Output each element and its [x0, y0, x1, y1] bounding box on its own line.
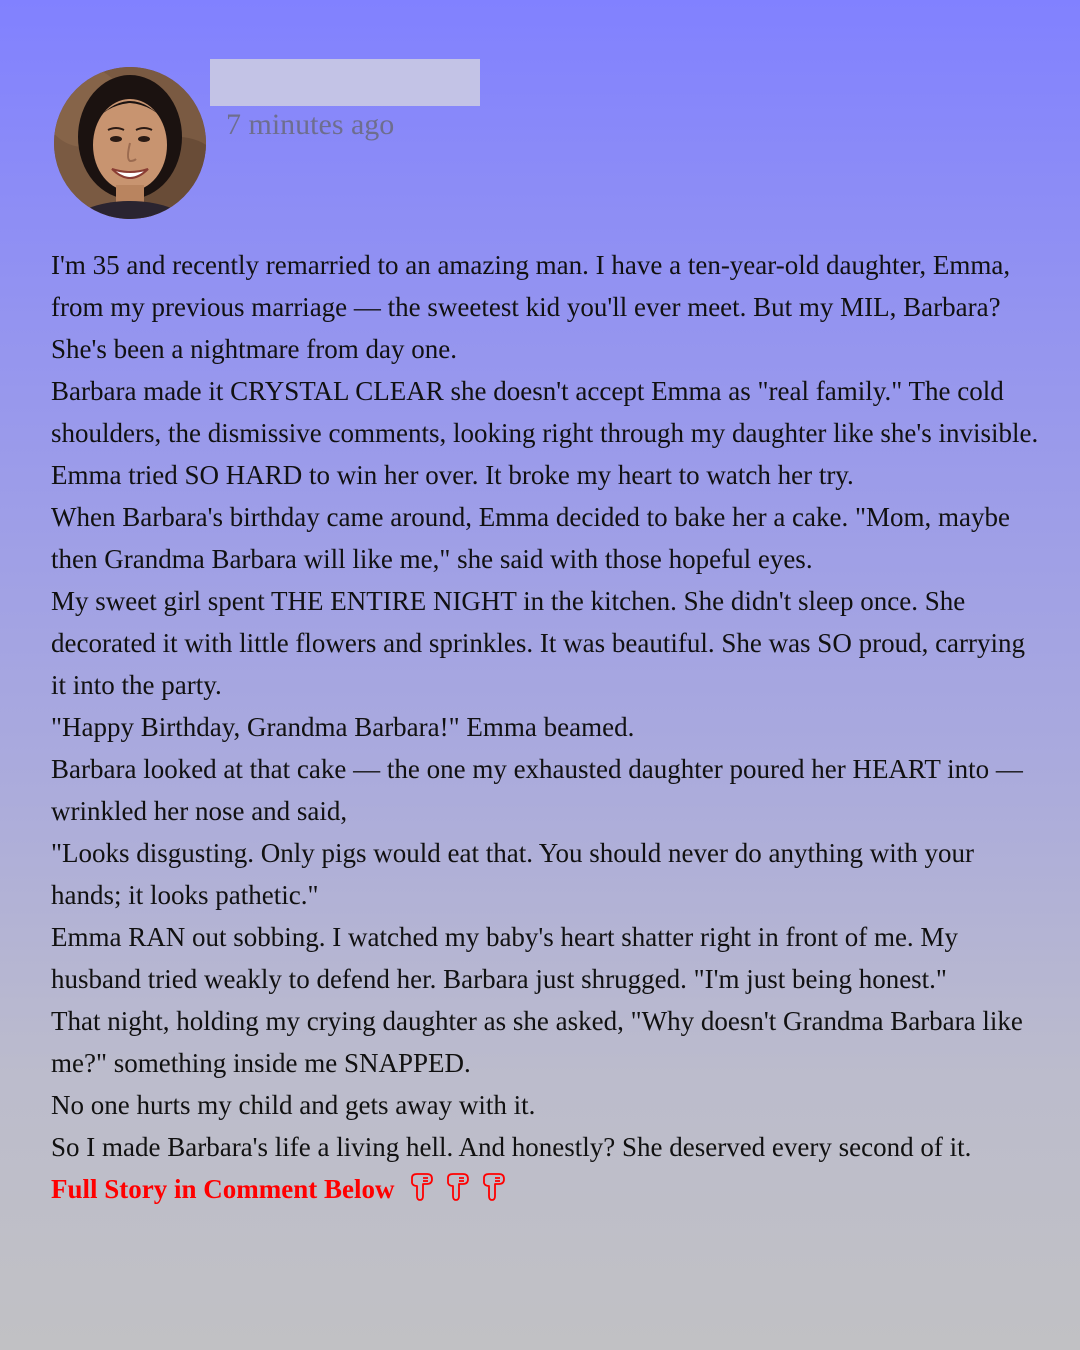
- cta-line: [51, 1168, 1041, 1210]
- story-paragraph: Barbara made it CRYSTAL CLEAR she doesn't accept Emma as "real family." The cold shoulders, the dismissive comments, looking right through my daughter like she's invisible. Emma tried SO HARD to win her over. It broke my heart to watch her try.: [51, 376, 1039, 490]
- post-timestamp[interactable]: 7 minutes ago: [226, 108, 395, 141]
- story-paragraph: "Looks disgusting. Only pigs would eat that. You should never do anything with your hands; it looks pathetic.": [51, 838, 974, 910]
- post-body: [51, 244, 1041, 1210]
- avatar[interactable]: [54, 67, 206, 219]
- story-paragraph: Barbara looked at that cake — the one my exhausted daughter poured her HEART into — wrinkled her nose and said,: [51, 754, 1023, 826]
- story-paragraph: When Barbara's birthday came around, Emma decided to bake her a cake. "Mom, maybe then Grandma Barbara will like me," she said with those hopeful eyes.: [51, 502, 1011, 574]
- hand-pointing-down-icon: [443, 1172, 473, 1202]
- story-paragraph: I'm 35 and recently remarried to an amazing man. I have a ten-year-old daughter, Emma, from my previous marriage — the sweetest kid you'll ever meet. But my MIL, Barbara? She's been a nightmare from day one.: [51, 250, 1011, 364]
- story-paragraph: No one hurts my child and gets away with it.: [51, 1090, 536, 1120]
- hand-pointing-down-icon: [479, 1172, 509, 1202]
- story-paragraph: That night, holding my crying daughter as she asked, "Why doesn't Grandma Barbara like me?" something inside me SNAPPED.: [51, 1006, 1023, 1078]
- hand-pointing-down-icon: [407, 1172, 437, 1202]
- cta-text[interactable]: Full Story in Comment Below: [51, 1174, 395, 1204]
- author-name-redacted[interactable]: [210, 59, 480, 106]
- story-paragraph: My sweet girl spent THE ENTIRE NIGHT in the kitchen. She didn't sleep once. She decorated it with little flowers and sprinkles. It was beautiful. She was SO proud, carrying it into the party.: [51, 586, 1026, 700]
- story-paragraph: Emma RAN out sobbing. I watched my baby's heart shatter right in front of me. My husband tried weakly to defend her. Barbara just shrugged. "I'm just being honest.": [51, 922, 958, 994]
- story-paragraph: So I made Barbara's life a living hell. And honestly? She deserved every second of it.: [51, 1132, 972, 1162]
- story-paragraph: "Happy Birthday, Grandma Barbara!" Emma beamed.: [51, 712, 635, 742]
